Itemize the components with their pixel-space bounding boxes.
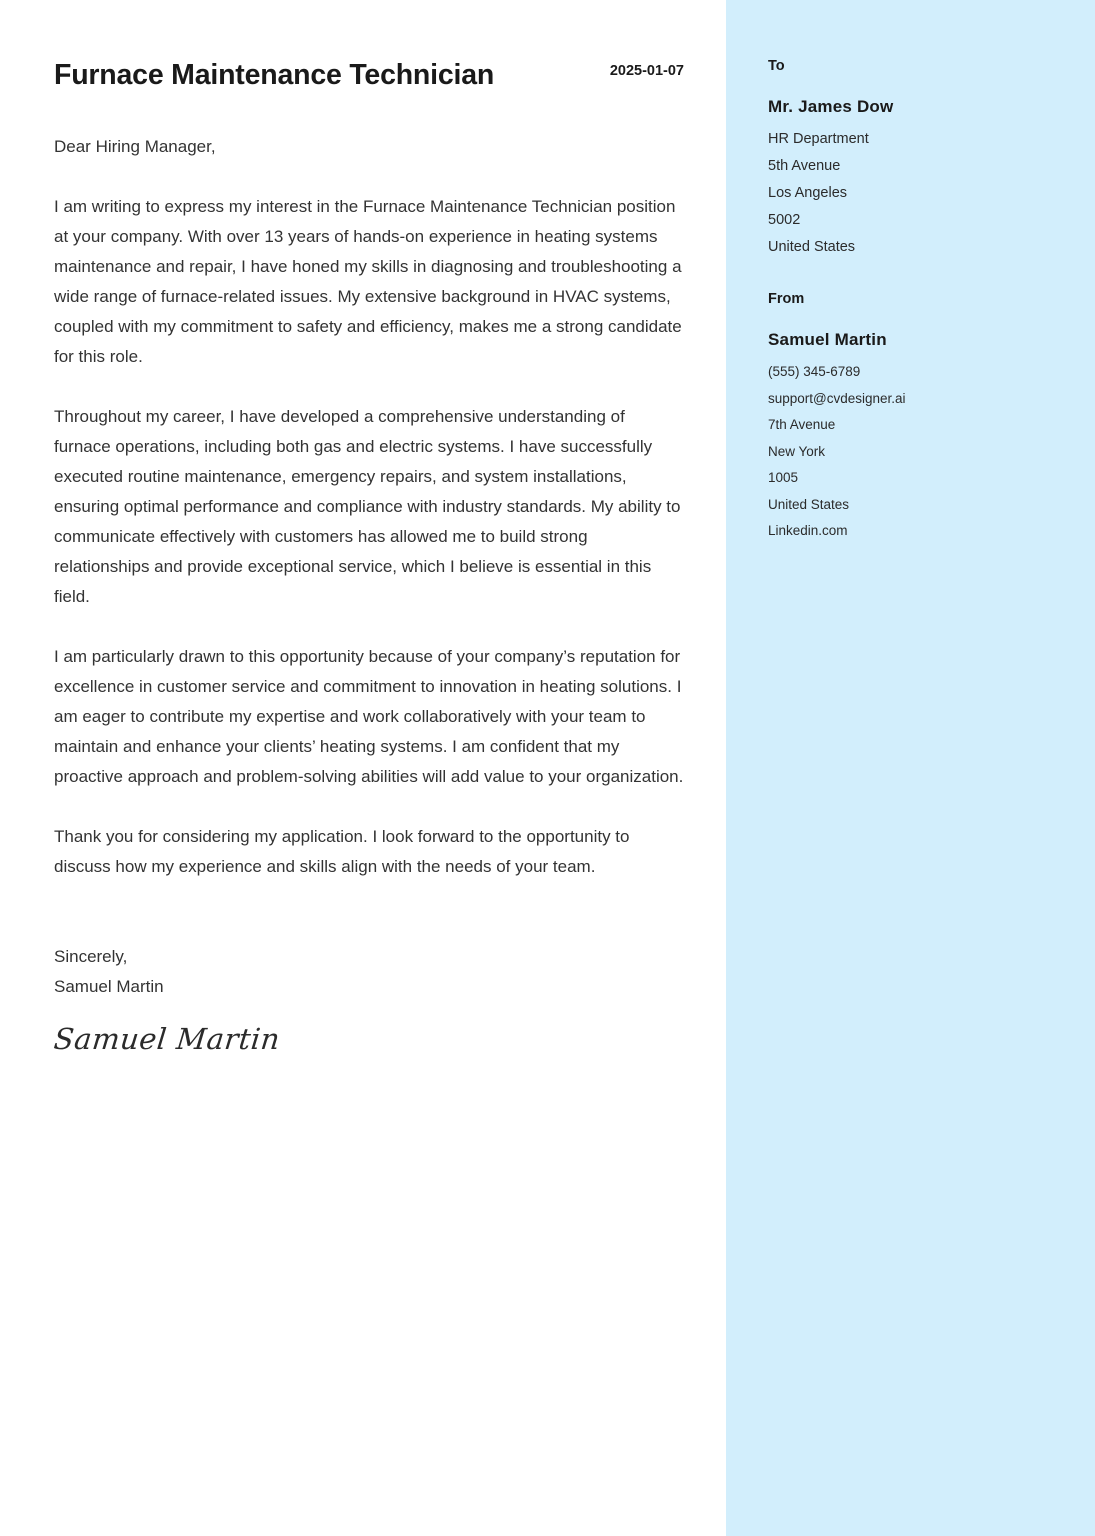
recipient-line: United States (768, 239, 856, 256)
body-paragraph-1: I am writing to express my interest in the Furnace Maintenance Technician position at your company. With over 13 years of hands-on experience in heating systems maintenance and repair, I have honed my skills in diagnosing and troubleshooting a wide range of furnace-related issues. My extensive background in HVAC systems, coupled with my commitment to safety and efficiency, makes me a strong candidate for this role. (54, 196, 682, 366)
body-paragraph-2: Throughout my career, I have developed a comprehensive understanding of furnace operations, including both gas and electric systems. I have successfully executed routine maintenance, emergency repairs, and system installations, ensuring optimal performance and compliance with industry standards. My ability to communicate effectively with customers has allowed me to build strong relationships and provide exceptional service, which I believe is essential in this field. (54, 406, 681, 606)
closing-salutation: Sincerely, (54, 946, 128, 966)
recipient-line: 5002 (768, 212, 801, 229)
body-paragraph-3: I am particularly drawn to this opportunity because of your company’s reputation for excellence in customer service and commitment to innovation in heating solutions. I am eager to contribute my expertise and work collaboratively with your team to maintain and enhance your clients’ heating systems. I am confident that my proactive approach and problem-solving abilities will add value to your organization. (54, 646, 684, 786)
letter-content (0, 0, 726, 1056)
recipient-name: Mr. James Dow (768, 97, 894, 117)
recipient-line: 5th Avenue (768, 158, 841, 175)
to-heading: To (768, 58, 785, 74)
from-heading: From (768, 291, 805, 308)
sender-email[interactable]: support@cvdesigner.ai (768, 390, 906, 406)
sender-line: New York (768, 443, 826, 459)
contact-sidebar (726, 0, 1095, 1536)
body-paragraph-4: Thank you for considering my application. I look forward to the opportunity to discuss how my experience and skills align with the needs of your team. (54, 826, 630, 876)
sender-line: 1005 (768, 470, 799, 486)
sender-phone: (555) 345-6789 (768, 364, 861, 380)
letter-date: 2025-01-07 (609, 63, 684, 79)
recipient-line: Los Angeles (768, 185, 848, 202)
signature: Samuel Martin (52, 1021, 282, 1056)
recipient-block (768, 58, 1065, 261)
sender-line: United States (768, 496, 850, 512)
sender-linkedin[interactable]: Linkedin.com (768, 523, 848, 539)
salutation: Dear Hiring Manager, (54, 136, 216, 156)
closing-block (54, 942, 684, 1056)
closing-name: Samuel Martin (54, 976, 164, 996)
sender-name: Samuel Martin (768, 330, 887, 350)
page-title: Furnace Maintenance Technician (54, 59, 495, 91)
sender-block (768, 291, 1065, 545)
sender-line: 7th Avenue (768, 417, 836, 433)
letter-header (54, 55, 684, 92)
recipient-line: HR Department (768, 131, 869, 148)
